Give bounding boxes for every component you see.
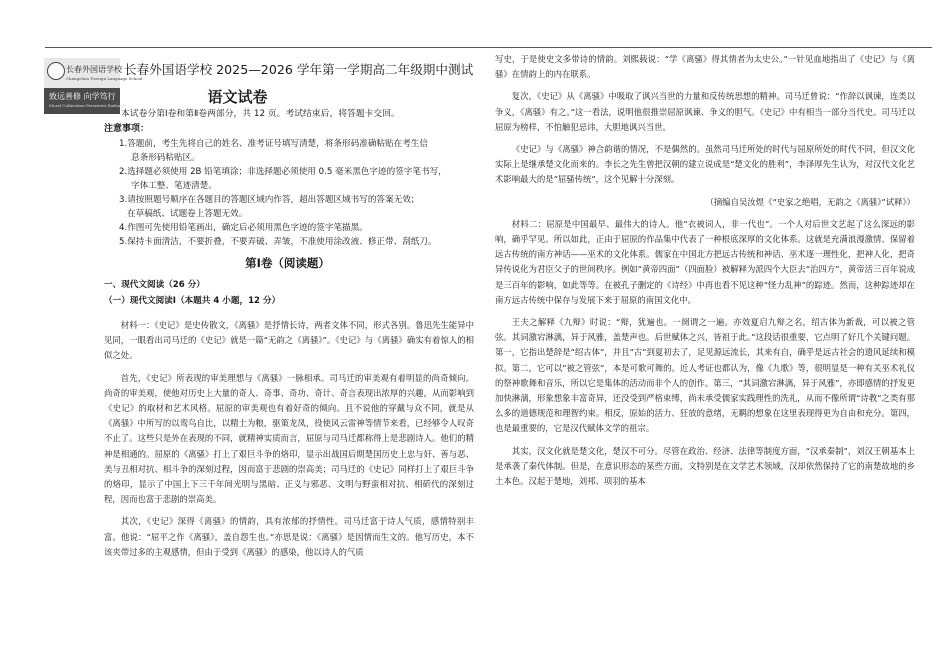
right-column-text	[495, 52, 915, 489]
note-line: 2.选择题必须使用 2B 铅笔填涂；非选择题必须使用 0.5 毫米黑色字迹的签字笔书写，	[119, 167, 447, 177]
exam-title: 长春外国语学校 2025—2026 学年第一学期高二年级期中测试	[124, 62, 474, 77]
section-title: 第Ⅰ卷（阅读题）	[245, 256, 330, 270]
logo-motto-english: Moral Cultivation Persistent Endeavor	[49, 103, 127, 108]
note-line: 1.答题前，考生先将自己的姓名、准考证号填写清楚，将条形码准确粘贴在考生信	[119, 139, 428, 149]
paper-title: 语文试卷	[207, 88, 268, 106]
paragraph: 王夫之解释《九辩》时说：“辩，犹遍也。一阕谓之一遍。亦效夏启九辩之名，绍古体为新裁，可以被之管弦。其词激宕淋漓，异于风雅，盖楚声也。后世赋体之兴，皆祖于此。”这段话很重要，它点明了好几个关键问题。第一，它指出楚辞是“绍古体”，并且“古”到夏初去了，足见源远流长，其来有自，确乎是远古社会的遗风延续和模拟。第二，它可以“被之管弦”，本是可歌可舞的。近人考证也都认为，像《九歌》等，很明显是一种有关巫术礼仪的祭神歌舞和音乐，所以它是集体的活动而非个人的创作。第三，“其词激宕淋漓，异于风雅”，亦即感情的抒发更加快淋漓，形象想象丰富奇异，还没受到严格束缚，尚未承受儒家实践理性的洗礼，从而不像所谓“诗教”之类有那么多的道德规范和理智约束。相反，原始的活力、狂放的意绪，无羁的想象在这里表现得更为自由和充分。第四，也是最重要的，它是汉代赋体文学的祖宗。	[495, 317, 915, 434]
note-line: 在草稿纸、试题卷上答题无效。	[127, 209, 248, 219]
exam-intro: 本试卷分第Ⅰ卷和第Ⅱ卷两部分，共 12 页。考试结束后，将答题卡交回。	[121, 109, 400, 119]
paragraph: 材料二：屈原是中国最早、最伟大的诗人。他“衣被词人，非一代也”。一个人对后世文艺起了这么深远的影响，确乎罕见。所以如此，正由于屈原的作品集中代表了一种根底深厚的文化体系。这就是充满浪漫激情、保留着远古传统的南方神话——巫术的文化体系。儒家在中国北方把远古传统和神话、巫术逐一理性化，把神人化，把奇异传说化为君臣父子的世间秩序。例如“黄帝四面”（四面脸）被解释为派四个大臣去“治四方”，黄帝活三百年说成是三百年的影响，如此等等。在被孔子删定的《诗经》中再也看不见这种“怪力乱神”的踪迹。然而，这种踪迹却在南方远古传统中保存与发展下来于屈原的南国文化中。	[495, 218, 915, 305]
notes-heading: 注意事项：	[104, 124, 150, 134]
source-citation: （摘编自吴汝煜《“史家之绝唱，无韵之《离骚》”试释》）	[705, 196, 915, 207]
top-rule	[45, 47, 932, 48]
left-column-text	[104, 318, 474, 560]
logo-school-name: 长春外国语学校	[66, 65, 122, 74]
paragraph: 写史，于是使史文多带诗的情韵。刘熙载说：“学《离骚》得其情者为太史公。”一针见血地指出了《史记》与《离骚》在情韵上的内在联系。	[495, 54, 915, 80]
paragraph: 其次，《史记》深得《离骚》的情韵，具有浓郁的抒情性。司马迁富于诗人气质，感情特别丰富。他说：“屈平之作《离骚》，盖自怨生也。”亦思是说：《离骚》是因情而生文的。他写历史，本不该夹带过多的主观感情，但由于受到《离骚》的感染，他以诗人的气质	[104, 516, 474, 557]
note-line: 4.作图可先使用铅笔画出，确定后必须用黑色字迹的签字笔描黑。	[119, 223, 368, 233]
paragraph: 首先，《史记》所表现的审美理想与《离骚》一脉相承。司马迁的审美观有着明显的尚奇倾向。尚奇的审美观，使他对历史上大量的奇人、奇事、奇功、奇计、奇言表现出浓厚的兴趣，从而影响到《史记》的取材和艺术风格。屈原的审美观也有着好奇的倾向。且不说他的穿戴与众不同，就是从《离骚》中所写的以鸾鸟自比，以精土为粮，驱策龙凤，役使风云雷神等情节来看，已经够令人叹奇不止了。这些只是外在表现的不同，就精神实质而言，屈原与司马迁都称得上是悲剧诗人。他们的精神是相通的。屈原的《离骚》打上了艰巨斗争的烙印，显示出战国后期楚国历史上忠与奸、善与恶、美与丑相对抗、相斗争的深刻过程，因而富于悲剧的崇高美；司马迁的《史记》同样打上了艰巨斗争的烙印，显示了中国上下三千年间光明与黑暗、正义与邪恶、文明与野蛮相对抗、相斫代的深刻过程，因而也富于悲剧的崇高美。	[104, 372, 474, 505]
paragraph: 《史记》与《离骚》神合韵谐的情况，不是偶然的。虽然司马迁所处的时代与屈原所处的时代不同，但汉文化实际上是继承楚文化而来的。李长之先生曾把汉朝的建立说成是“楚文化的胜利”，李泽厚先生认为，对汉代文化艺术影响最大的是“屈骚传统”，这个见解十分深刻。	[495, 144, 915, 185]
paragraph: 材料一：《史记》是史传散文，《离骚》是抒情长诗，两者文体不同，形式各别。鲁迅先生能异中见同，一眼看出司马迁的《史记》就是一篇“无韵之《离骚》”。《史记》与《离骚》确实有着惊人的相似之处。	[104, 320, 474, 361]
section-heading: 一、现代文阅读（26 分）	[104, 280, 205, 290]
note-line: 息条形码粘贴区。	[131, 153, 200, 163]
logo-english-name: Changchun Foreign Language School	[66, 76, 143, 81]
subsection-heading: （一）现代文阅读Ⅰ（本题共 4 小题，12 分）	[104, 296, 281, 306]
note-line: 5.保持卡面清洁，不要折叠，不要弄破、弄皱，不准使用涂改液、修正带、刮纸刀。	[119, 237, 437, 247]
seal-icon	[47, 62, 65, 80]
logo-motto: 致远善修 向学笃行	[49, 92, 116, 101]
paragraph: 其实，汉文化就是楚文化，楚汉不可分。尽管在政治、经济、法律等制度方面，“汉承秦制”，刘汉王朝基本上是承袭了秦代体制。但是，在意识形态的某些方面，文特别是在文学艺术领域，汉却依然保持了它的南楚故地的乡土本色。汉起于楚地，刘邦、项羽的基本	[495, 445, 915, 487]
paragraph: 复次，《史记》从《离骚》中吸取了讽兴当世的力量和反传统思想的精神。司马迁曾说：“作辞以讽谏，连类以争义，《离骚》有之。”这一看法，说明他很推崇屈原讽谏、争义的胆气。《史记》中有相当一部分当代史。司马迁以屈原为榜样，不怕触犯忌讳，大胆地讽兴当世。	[495, 91, 915, 132]
note-line: 字体工整、笔迹清楚。	[131, 181, 217, 191]
note-line: 3.请按照题号顺序在各题目的答题区域内作答，超出答题区域书写的答案无效；	[119, 195, 420, 205]
